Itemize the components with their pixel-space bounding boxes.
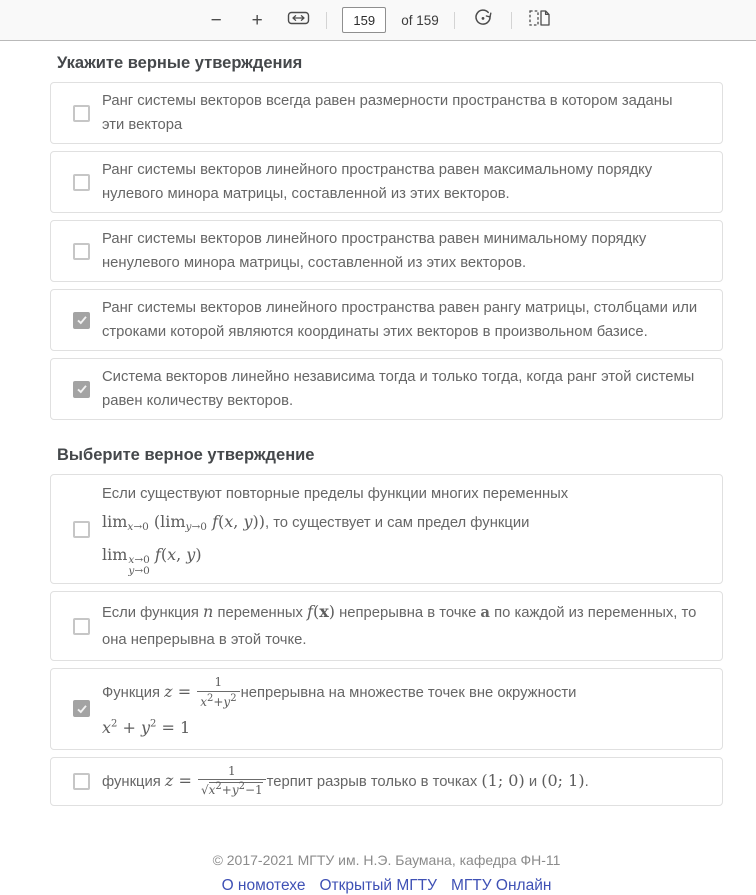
separator <box>454 12 455 29</box>
page-count-label: of 159 <box>401 12 439 28</box>
pdf-toolbar <box>0 0 756 41</box>
statement-text: Ранг системы векторов линейного пространства равен рангу матрицы, столбцами или строками которой являются координаты этих векторов в произвольном базисе. <box>102 300 698 340</box>
document-page <box>0 41 756 895</box>
statement-row <box>50 151 723 213</box>
checkbox[interactable] <box>73 618 90 635</box>
footer-links <box>50 877 723 895</box>
checkbox[interactable] <box>73 105 90 122</box>
check-icon <box>76 314 88 326</box>
checkbox[interactable] <box>73 700 90 717</box>
footer-link-mgtu-online[interactable]: МГТУ Онлайн <box>450 876 552 894</box>
statement-text: Функция z = $\frac{1}{x^2+y^2}$ непрерывна на множестве точек вне окружности $x^2 + y^2 = 1$ <box>102 675 577 737</box>
check-icon <box>76 703 88 715</box>
fit-to-width-button[interactable] <box>285 7 311 33</box>
section-title: Выберите верное утверждение <box>57 446 315 464</box>
statement-text: Система векторов линейно независима тогда и только тогда, когда ранг этой системы равен количеству векторов. <box>102 369 695 409</box>
copyright-text: © 2017-2021 МГТУ им. Н.Э. Баумана, кафедра ФН-11 <box>212 851 561 868</box>
footer-link-about[interactable]: О номотехе <box>221 876 306 894</box>
statement-text: Ранг системы векторов линейного пространства равен максимальному порядку нулевого минора матрицы, составленной из этих векторов. <box>102 162 653 202</box>
rotate-icon <box>473 8 493 32</box>
statement-text: функция z = $\frac{1}{√x^2+y^2-1}$ терпит разрыв только в точках (1; 0) и (0; 1). <box>102 763 589 798</box>
statement-row <box>50 668 723 750</box>
section-single-choice <box>50 446 723 806</box>
footer-link-open-mgtu[interactable]: Открытый МГТУ <box>319 876 437 894</box>
page-number-input[interactable] <box>342 7 386 33</box>
section-title: Укажите верные утверждения <box>57 54 303 72</box>
statement-row <box>50 474 723 584</box>
page-footer <box>50 852 723 895</box>
checkbox[interactable] <box>73 521 90 538</box>
separator <box>326 12 327 29</box>
statement-row <box>50 289 723 351</box>
zoom-in-button[interactable]: + <box>244 7 270 33</box>
page-view-icon <box>528 8 551 32</box>
check-icon <box>76 383 88 395</box>
separator <box>511 12 512 29</box>
statement-row <box>50 220 723 282</box>
rotate-button[interactable] <box>470 7 496 33</box>
zoom-out-button[interactable]: − <box>203 7 229 33</box>
checkbox[interactable] <box>73 243 90 260</box>
section-multiple-choice <box>50 54 723 420</box>
fit-to-width-icon <box>287 7 310 33</box>
checkbox[interactable] <box>73 174 90 191</box>
statement-row <box>50 82 723 144</box>
checkbox[interactable] <box>73 312 90 329</box>
statement-text: Если функция n переменных f(x) непрерывна в точке a по каждой из переменных, то она непрерывна в этой точке. <box>102 602 697 648</box>
statement-row <box>50 757 723 806</box>
statement-text: Ранг системы векторов линейного пространства равен минимальному порядку ненулевого минора матрицы, составленной из этих векторов. <box>102 231 647 271</box>
checkbox[interactable] <box>73 381 90 398</box>
statement-text: Ранг системы векторов всегда равен размерности пространства в котором заданы эти вектора <box>102 93 673 133</box>
page-view-button[interactable] <box>527 7 553 33</box>
checkbox[interactable] <box>73 773 90 790</box>
statement-row <box>50 358 723 420</box>
statement-text: Если существуют повторные пределы функции многих переменных limx→0 (limy→0 f(x, y)), то существует и сам предел функции lim x→0 y→0 f(x, y) <box>102 486 569 577</box>
statement-row <box>50 591 723 661</box>
